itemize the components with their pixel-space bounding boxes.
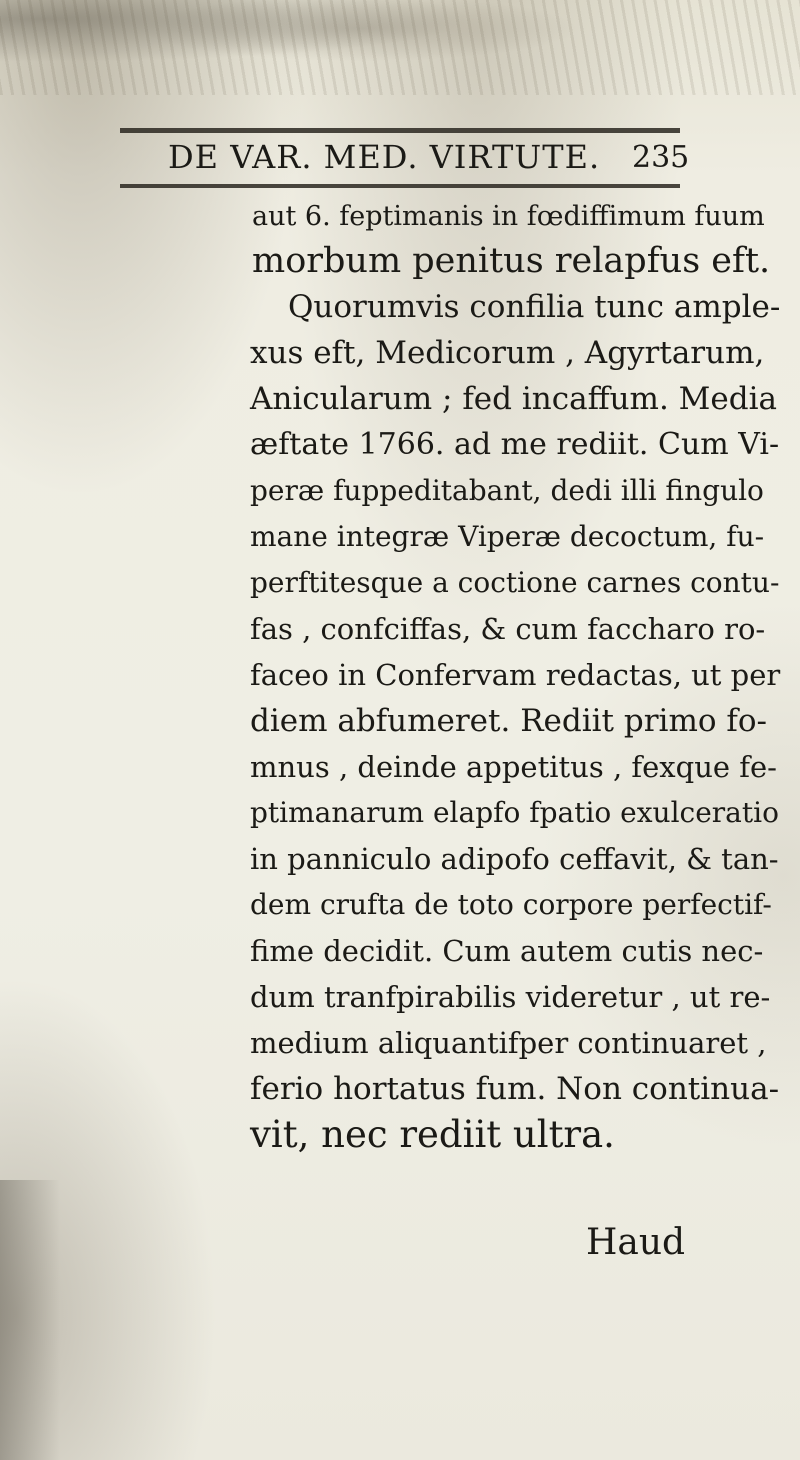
text-line: ferio hortatus fum. Non continua- bbox=[250, 1071, 780, 1107]
text-line: peræ fuppeditabant, dedi illi fingulo bbox=[250, 474, 764, 507]
text-line: dem crufta de toto corpore perfectif- bbox=[250, 888, 772, 921]
running-title: DE VAR. MED. VIRTUTE. bbox=[168, 138, 601, 176]
text-line: xus eft, Medicorum , Agyrtarum, bbox=[250, 335, 765, 371]
page-edge-shadow bbox=[0, 1180, 60, 1460]
text-line: ptimanarum elapfo fpatio exulceratio bbox=[250, 796, 779, 829]
catchword: Haud bbox=[586, 1222, 686, 1263]
text-line: dum tranfpirabilis videretur , ut re- bbox=[250, 980, 771, 1014]
text-line: morbum penitus relapfus eft. bbox=[252, 241, 771, 281]
text-line: fime decidit. Cum autem cutis nec- bbox=[250, 934, 764, 968]
running-head bbox=[0, 136, 800, 186]
text-line: Quorumvis confilia tunc ample- bbox=[288, 289, 781, 325]
text-line: diem abfumeret. Rediit primo fo- bbox=[250, 703, 767, 739]
text-line: in panniculo adipofo ceffavit, & tan- bbox=[250, 842, 779, 876]
text-line: mane integræ Viperæ decoctum, fu- bbox=[250, 520, 765, 553]
text-line: vit, nec rediit ultra. bbox=[250, 1113, 615, 1156]
header-rule-bottom bbox=[120, 184, 680, 188]
text-line: Anicularum ; fed incaffum. Media bbox=[250, 381, 777, 417]
text-line: æftate 1766. ad me rediit. Cum Vi- bbox=[250, 427, 780, 462]
text-line: aut 6. feptimanis in fœdiffimum fuum bbox=[252, 201, 765, 232]
header-rule-top bbox=[120, 128, 680, 133]
text-line: medium aliquantifper continuaret , bbox=[250, 1026, 767, 1060]
page-number: 235 bbox=[632, 140, 690, 175]
text-line: faceo in Confervam redactas, ut per bbox=[250, 658, 781, 692]
text-line: perftitesque a coctione carnes contu- bbox=[250, 566, 780, 599]
damaged-top-margin bbox=[0, 0, 800, 95]
text-line: mnus , deinde appetitus , fexque fe- bbox=[250, 750, 777, 784]
text-line: fas , confciffas, & cum faccharo ro- bbox=[250, 612, 766, 646]
